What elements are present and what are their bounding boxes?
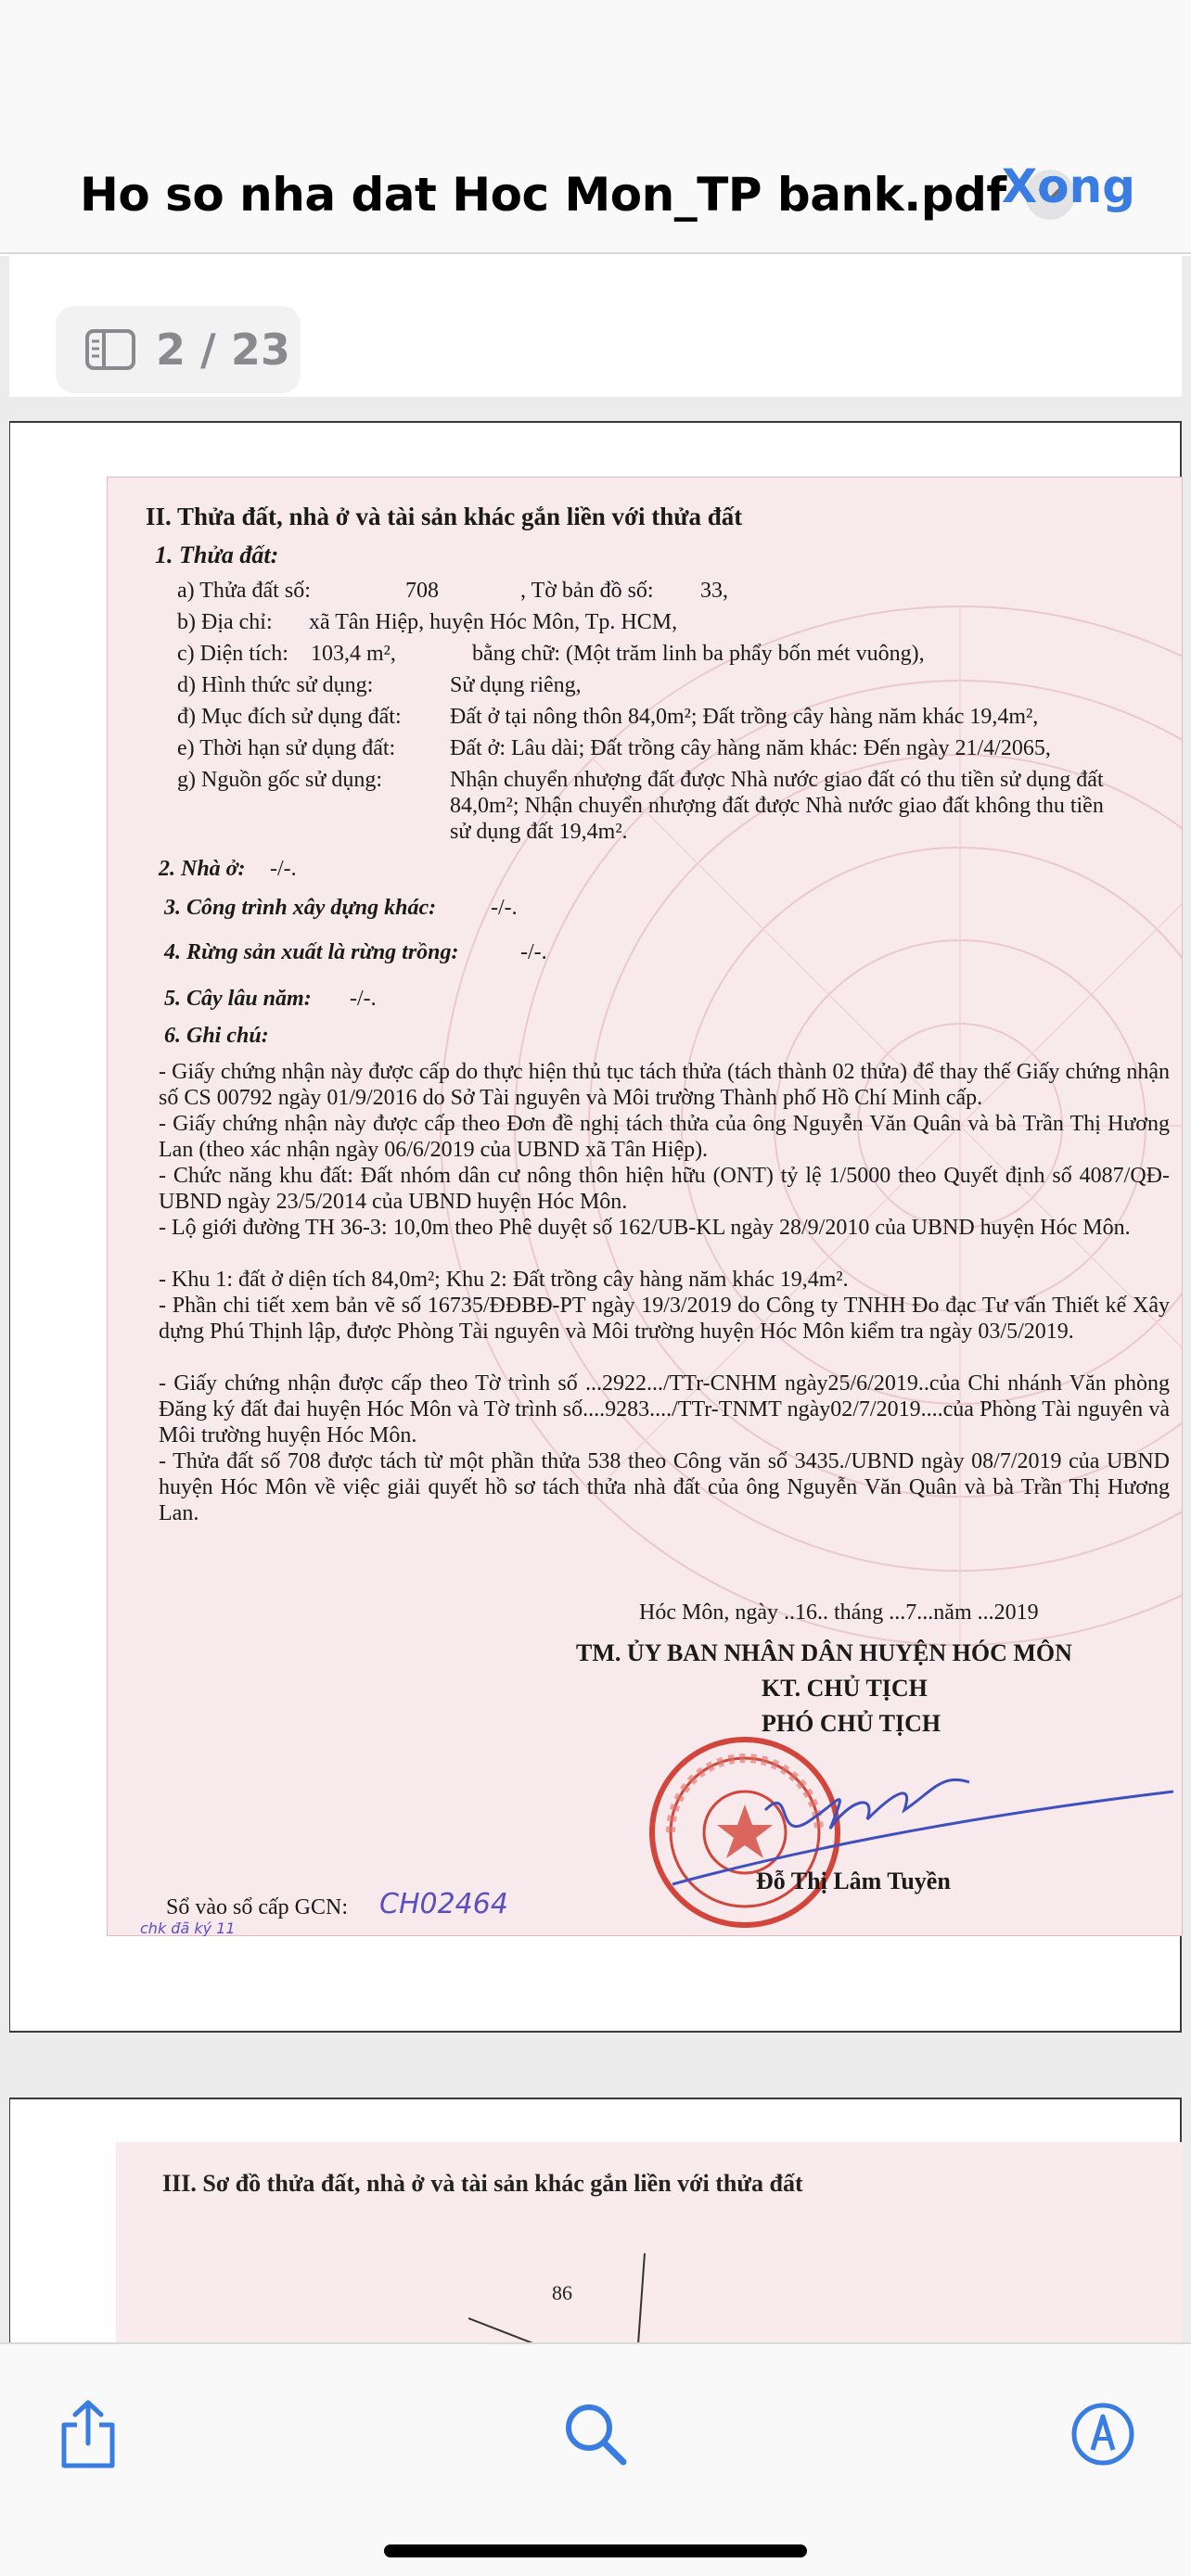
field-value: 33, bbox=[700, 579, 728, 603]
field-label: c) Diện tích: bbox=[177, 642, 288, 666]
note-item: - Giấy chứng nhận được cấp theo Tờ trình số ...2922.../TTr-CNHM ngày25/6/2019..của Chi nhánh Văn phòng Đăng ký đất đai huyện Hóc Môn và Tờ trình số....9283..../TTr-TNMT ngày02/7/2019....của Phòng Tài nguyên và Môi trường huyện Hóc Môn. bbox=[159, 1371, 1170, 1447]
pdf-page-next[interactable] bbox=[9, 2098, 1182, 2342]
section-title: III. Sơ đồ thửa đất, nhà ở và tài sản khác gắn liền với thửa đất bbox=[162, 2170, 803, 2197]
field-value: bằng chữ: (Một trăm linh ba phẩy bốn mét vuông), bbox=[472, 642, 925, 666]
item-notes-label: 6. Ghi chú: bbox=[164, 1024, 269, 1048]
pdf-page[interactable] bbox=[9, 421, 1182, 2033]
certificate-scan-next bbox=[116, 2142, 1183, 2342]
section-title: II. Thửa đất, nhà ở và tài sản khác gắn liền với thửa đất bbox=[146, 503, 743, 530]
field-value: Đất ở tại nông thôn 84,0m²; Đất trồng cây hàng năm khác 19,4m², bbox=[450, 705, 1039, 729]
field-value: 103,4 m², bbox=[311, 642, 396, 666]
signer-title-1: KT. CHỦ TỊCH bbox=[762, 1675, 928, 1702]
signing-date: Hóc Môn, ngày ..16.. tháng ...7...năm ...2019 bbox=[639, 1600, 1039, 1625]
note-item: - Giấy chứng nhận này được cấp do thực hiện thủ tục tách thửa (tách thành 02 thửa) để thay thế Giấy chứng nhận số CS 00792 ngày 01/9/2016 do Sở Tài nguyên và Môi trường Thành phố Hồ Chí Minh cấp. bbox=[159, 1060, 1170, 1110]
sidebar-icon bbox=[85, 329, 135, 370]
item-perennial-value: -/-. bbox=[350, 987, 377, 1011]
note-item: - Lộ giới đường TH 36-3: 10,0m theo Phê duyệt số 162/UB-KL ngày 28/9/2010 của UBND huyện Hóc Môn. bbox=[159, 1216, 1131, 1240]
field-label: e) Thời hạn sử dụng đất: bbox=[177, 736, 396, 760]
home-indicator[interactable] bbox=[384, 2544, 807, 2557]
land-heading: 1. Thửa đất: bbox=[155, 542, 279, 568]
done-button[interactable]: Xong bbox=[1001, 159, 1135, 213]
plot-diagram-lines bbox=[468, 2253, 654, 2342]
field-label: b) Địa chỉ: bbox=[177, 610, 273, 634]
note-item: - Chức năng khu đất: Đất nhóm dân cư nông thôn hiện hữu (ONT) tỷ lệ 1/5000 theo Quyết định số 4087/QĐ-UBND ngày 23/5/2014 của UBND huyện Hóc Môn. bbox=[159, 1164, 1170, 1214]
field-label: g) Nguồn gốc sử dụng: bbox=[177, 768, 382, 792]
note-item: - Giấy chứng nhận này được cấp theo Đơn đề nghị tách thửa của ông Nguyễn Văn Quân và bà Trần Thị Hương Lan (theo xác nhận ngày 06/6/2019 của UBND xã Tân Hiệp). bbox=[159, 1112, 1170, 1162]
field-value: sử dụng đất 19,4m². bbox=[450, 820, 628, 844]
item-house-label: 2. Nhà ở: bbox=[159, 857, 246, 881]
markup-button[interactable] bbox=[1061, 2392, 1145, 2476]
field-label: , Tờ bản đồ số: bbox=[520, 579, 654, 603]
signer-name: Đỗ Thị Lâm Tuyền bbox=[756, 1868, 951, 1894]
document-title[interactable]: Ho so nha dat Hoc Mon_TP bank.pdf bbox=[80, 168, 1006, 222]
document-title-group[interactable] bbox=[80, 158, 1075, 232]
note-item: - Thửa đất số 708 được tách từ một phần thửa 538 theo Công văn số 3435./UBND ngày 08/7/2019 của UBND huyện Hóc Môn về việc giải quyết hồ sơ tách thửa nhà đất của ông Nguyễn Văn Quân và bà Trần Thị Hương Lan. bbox=[159, 1449, 1170, 1525]
field-value: 708 bbox=[405, 579, 439, 603]
item-construction-value: -/-. bbox=[491, 896, 518, 920]
navigation-bar bbox=[0, 0, 1191, 254]
handwritten-note: chk đã ký 11 bbox=[140, 1919, 236, 1936]
search-button[interactable] bbox=[554, 2392, 637, 2476]
certificate-scan bbox=[107, 477, 1183, 1936]
field-value: Sử dụng riêng, bbox=[450, 673, 582, 697]
bottom-toolbar bbox=[0, 2342, 1191, 2576]
field-value: xã Tân Hiệp, huyện Hóc Môn, Tp. HCM, bbox=[309, 610, 678, 634]
search-icon bbox=[563, 2402, 628, 2467]
document-viewer[interactable] bbox=[0, 256, 1191, 2342]
field-label: d) Hình thức sử dụng: bbox=[177, 673, 374, 697]
field-value: 84,0m²; Nhận chuyển nhượng đất được Nhà nước giao đất không thu tiền bbox=[450, 794, 1104, 818]
page-indicator-text: 2 / 23 bbox=[156, 325, 290, 375]
note-item: - Khu 1: đất ở diện tích 84,0m²; Khu 2: Đất trồng cây hàng năm khác 19,4m². bbox=[159, 1268, 849, 1292]
item-forest-label: 4. Rừng sản xuất là rừng trồng: bbox=[164, 940, 459, 964]
share-icon bbox=[58, 2399, 118, 2469]
issuing-authority: TM. ỦY BAN NHÂN DÂN HUYỆN HÓC MÔN bbox=[576, 1639, 1072, 1666]
field-label: đ) Mục đích sử dụng đất: bbox=[177, 705, 402, 729]
share-button[interactable] bbox=[46, 2392, 130, 2476]
register-label: Sổ vào sổ cấp GCN: bbox=[166, 1895, 348, 1919]
page-indicator[interactable] bbox=[56, 306, 301, 393]
register-number: CH02464 bbox=[379, 1888, 508, 1920]
item-perennial-label: 5. Cây lâu năm: bbox=[164, 987, 312, 1011]
note-item: - Phần chi tiết xem bản vẽ số 16735/ĐĐBĐ-PT ngày 19/3/2019 do Công ty TNHH Đo đạc Tư vấn Thiết kế Xây dựng Phú Thịnh lập, được Phòng Tài nguyên và Môi trường huyện Hóc Môn kiểm tra ngày 03/5/2019. bbox=[159, 1294, 1170, 1344]
item-forest-value: -/-. bbox=[520, 940, 547, 964]
item-house-value: -/-. bbox=[270, 857, 297, 881]
field-value: Đất ở: Lâu dài; Đất trồng cây hàng năm khác: Đến ngày 21/4/2065, bbox=[450, 736, 1051, 760]
item-construction-label: 3. Công trình xây dựng khác: bbox=[164, 896, 437, 920]
markup-icon bbox=[1070, 2402, 1135, 2467]
signer-title-2: PHÓ CHỦ TỊCH bbox=[762, 1710, 941, 1737]
field-value: Nhận chuyển nhượng đất được Nhà nước giao đất có thu tiền sử dụng đất bbox=[450, 768, 1104, 792]
field-label: a) Thửa đất số: bbox=[177, 579, 311, 603]
plot-label: 86 bbox=[552, 2281, 572, 2304]
